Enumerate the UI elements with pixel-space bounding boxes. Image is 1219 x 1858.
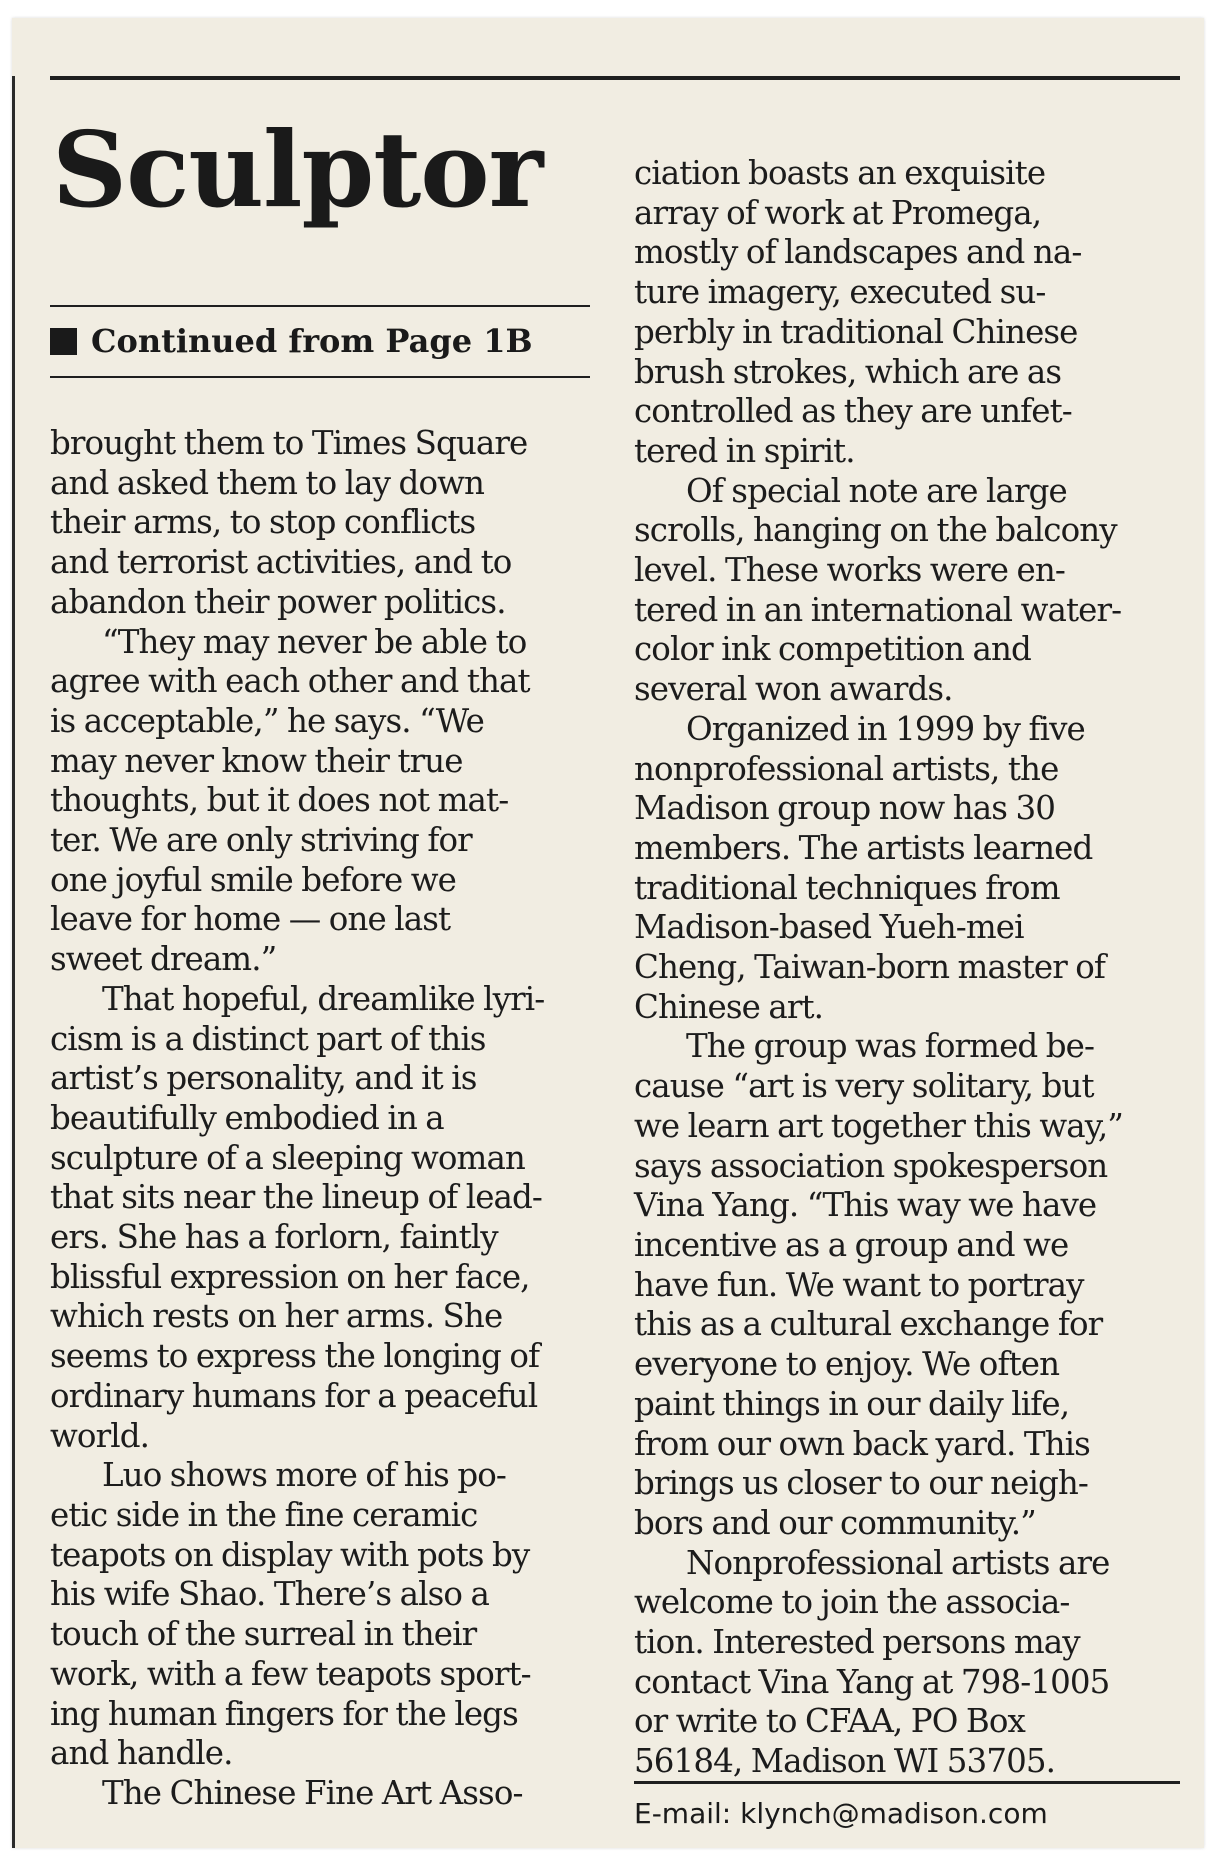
- text-line: cism is a distinct part of this: [50, 1019, 486, 1058]
- text-line: ture imagery, executed su-: [634, 273, 1046, 312]
- text-line: we learn art together this way,”: [634, 1106, 1124, 1145]
- text-line: tered in spirit.: [634, 431, 855, 470]
- text-line: Organized in 1999 by five: [686, 709, 1085, 748]
- text-line: Cheng, Taiwan-born master of: [634, 948, 1106, 987]
- text-line: have fun. We want to portray: [634, 1265, 1084, 1304]
- text-line: this as a cultural exchange for: [634, 1305, 1103, 1344]
- text-line: sculpture of a sleeping woman: [50, 1138, 525, 1177]
- text-line: which rests on her arms. She: [50, 1297, 503, 1336]
- text-line: The group was formed be-: [686, 1027, 1095, 1066]
- text-line: The Chinese Fine Art Asso-: [102, 1773, 523, 1812]
- kicker-text: Continued from Page 1B: [91, 322, 533, 360]
- text-line: bors and our community.”: [634, 1503, 1036, 1542]
- text-line: traditional techniques from: [634, 868, 1060, 907]
- text-line: Of special note are large: [686, 471, 1067, 510]
- text-line: color ink competition and: [634, 630, 1031, 669]
- text-line: touch of the surreal in their: [50, 1615, 477, 1654]
- text-line: world.: [50, 1416, 150, 1455]
- headline: Sculptor: [52, 108, 543, 231]
- text-line: tered in an international water-: [634, 590, 1122, 629]
- text-line: level. These works were en-: [634, 551, 1065, 590]
- text-line: That hopeful, dreamlike lyri-: [102, 979, 545, 1018]
- text-line: Luo shows more of his po-: [102, 1456, 507, 1495]
- text-line: array of work at Promega,: [634, 193, 1042, 232]
- text-line: nonprofessional artists, the: [634, 749, 1059, 788]
- newspaper-clipping: [12, 18, 1204, 1848]
- text-line: contact Vina Yang at 798-1005: [634, 1662, 1110, 1701]
- text-line: tion. Interested persons may: [634, 1623, 1080, 1662]
- text-line: controlled as they are unfet-: [634, 392, 1072, 431]
- text-line: etic side in the fine ceramic: [50, 1495, 478, 1534]
- text-line: one joyful smile before we: [50, 860, 456, 899]
- text-line: ter. We are only striving for: [50, 821, 472, 860]
- text-line: ciation boasts an exquisite: [634, 154, 1046, 192]
- text-line: his wife Shao. There’s also a: [50, 1575, 489, 1614]
- text-line: seems to express the longing of: [50, 1337, 540, 1376]
- text-line: brings us closer to our neigh-: [634, 1464, 1088, 1503]
- text-line: thoughts, but it does not mat-: [50, 781, 509, 820]
- text-line: members. The artists learned: [634, 828, 1093, 867]
- text-line: Nonprofessional artists are: [686, 1543, 1110, 1582]
- text-line: paint things in our daily life,: [634, 1384, 1070, 1423]
- text-line: work, with a few teapots sport-: [50, 1654, 531, 1693]
- square-bullet-icon: [50, 328, 77, 355]
- text-line: “They may never be able to: [102, 622, 527, 661]
- text-line: is acceptable,” he says. “We: [50, 701, 484, 740]
- text-line: mostly of landscapes and na-: [634, 233, 1082, 272]
- kicker-bottom-rule: [50, 376, 590, 378]
- text-line: brush strokes, which are as: [634, 352, 1062, 391]
- text-line: Vina Yang. “This way we have: [634, 1186, 1097, 1225]
- text-line: several won awards.: [634, 670, 953, 709]
- text-line: Chinese art.: [634, 987, 824, 1026]
- text-line: 56184, Madison WI 53705.: [634, 1742, 1056, 1781]
- text-line: everyone to enjoy. We often: [634, 1345, 1060, 1384]
- text-line: artist’s personality, and it is: [50, 1059, 477, 1098]
- text-line: ing human fingers for the legs: [50, 1694, 518, 1733]
- top-rule: [50, 76, 1180, 80]
- text-line: Madison group now has 30: [634, 789, 1056, 828]
- text-line: ers. She has a forlorn, faintly: [50, 1218, 498, 1257]
- text-line: sweet dream.”: [50, 940, 277, 979]
- kicker-top-rule: [50, 305, 590, 307]
- text-line: welcome to join the associa-: [634, 1583, 1070, 1622]
- text-line: says association spokesperson: [634, 1146, 1108, 1185]
- text-line: that sits near the lineup of lead-: [50, 1178, 543, 1217]
- text-line: beautifully embodied in a: [50, 1098, 444, 1137]
- right-text-column: [634, 154, 1194, 1782]
- text-line: their arms, to stop conflicts: [50, 503, 476, 542]
- text-line: perbly in traditional Chinese: [634, 312, 1078, 351]
- text-line: and terrorist activities, and to: [50, 543, 512, 582]
- text-line: scrolls, hanging on the balcony: [634, 511, 1117, 550]
- text-line: and asked them to lay down: [50, 463, 485, 502]
- text-line: cause “art is very solitary, but: [634, 1067, 1094, 1106]
- text-line: may never know their true: [50, 741, 463, 780]
- text-line: agree with each other and that: [50, 662, 530, 701]
- text-line: from our own back yard. This: [634, 1424, 1090, 1463]
- continued-kicker: [50, 315, 533, 367]
- byline-email: E-mail: klynch@madison.com: [634, 1796, 1048, 1830]
- text-line: teapots on display with pots by: [50, 1535, 530, 1574]
- text-line: abandon their power politics.: [50, 582, 506, 621]
- text-line: and handle.: [50, 1734, 233, 1773]
- text-line: or write to CFAA, PO Box: [634, 1702, 1025, 1741]
- email-rule: [634, 1781, 1180, 1784]
- clipping-left-edge: [12, 76, 15, 1848]
- left-text-column: [50, 424, 620, 1814]
- text-line: blissful expression on her face,: [50, 1257, 530, 1296]
- text-line: brought them to Times Square: [50, 424, 528, 462]
- text-line: incentive as a group and we: [634, 1225, 1069, 1264]
- text-line: Madison-based Yueh-mei: [634, 908, 1024, 947]
- text-line: leave for home — one last: [50, 900, 451, 939]
- text-line: ordinary humans for a peaceful: [50, 1376, 538, 1415]
